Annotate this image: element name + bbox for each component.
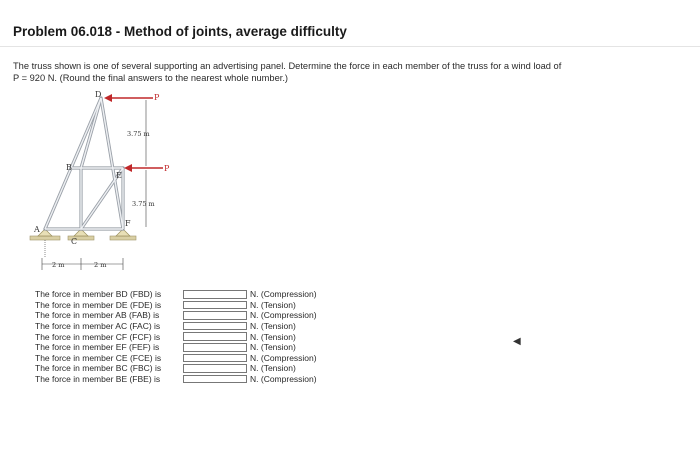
answer-label: The force in member EF (FEF) is xyxy=(35,342,160,353)
answer-label: The force in member AC (FAC) is xyxy=(35,321,161,332)
dimension-right: 2 m xyxy=(94,261,107,269)
prompt-line-1: The truss shown is one of several supporting an advertising panel. Determine the force in each member of the truss for a wind load of xyxy=(13,61,562,71)
answer-label: The force in member BC (FBC) is xyxy=(35,363,162,374)
answer-row xyxy=(35,310,317,321)
load-label-p-top: P xyxy=(154,93,160,102)
answer-label: The force in member CF (FCF) is xyxy=(35,331,161,342)
load-arrow-top xyxy=(104,94,153,102)
answer-input[interactable] xyxy=(183,364,247,373)
load-arrow-middle xyxy=(124,164,163,172)
answer-input[interactable] xyxy=(183,354,247,363)
node-label-d: D xyxy=(95,90,102,99)
node-label-f: F xyxy=(125,219,131,228)
answer-row xyxy=(35,299,296,311)
dimension-left: 2 m xyxy=(52,261,65,269)
dimension-top: 3.75 m xyxy=(127,130,150,138)
answer-unit: N. (Tension) xyxy=(250,363,296,374)
ground-supports xyxy=(30,236,136,240)
answer-input[interactable] xyxy=(183,375,247,384)
answer-unit: N. (Compression) xyxy=(250,310,317,321)
answer-input[interactable] xyxy=(183,322,247,331)
node-label-e: E xyxy=(116,171,122,180)
answer-unit: N. (Tension) xyxy=(250,299,296,310)
answer-input[interactable] xyxy=(183,290,247,299)
title-bar xyxy=(0,0,700,47)
answer-unit: N. (Compression) xyxy=(250,289,317,300)
answer-unit: N. (Tension) xyxy=(250,331,296,342)
truss-members-inner xyxy=(45,98,123,229)
node-label-a: A xyxy=(34,225,40,234)
answer-unit: N. (Compression) xyxy=(250,374,317,385)
answer-unit: N. (Tension) xyxy=(250,342,296,353)
answer-list xyxy=(35,289,317,385)
problem-title: Problem 06.018 - Method of joints, average difficulty xyxy=(13,24,347,39)
answer-input[interactable] xyxy=(183,343,247,352)
answer-label: The force in member BE (FBE) is xyxy=(35,374,161,385)
answer-label: The force in member CE (FCE) is xyxy=(35,352,162,363)
answer-row xyxy=(35,363,296,374)
dimension-bottom: 3.75 m xyxy=(132,200,155,208)
answer-label: The force in member BD (FBD) is xyxy=(35,289,162,300)
answer-row xyxy=(35,321,296,332)
load-label-p-mid: P xyxy=(164,164,170,173)
answer-label: The force in member DE (FDE) is xyxy=(35,299,162,310)
answer-unit: N. (Tension) xyxy=(250,321,296,332)
answer-row xyxy=(35,331,296,342)
answer-unit: N. (Compression) xyxy=(250,352,317,363)
answer-label: The force in member AB (FAB) is xyxy=(35,310,160,321)
answer-input[interactable] xyxy=(183,311,247,320)
mouse-pointer: ◀ xyxy=(513,336,521,347)
truss-diagram xyxy=(28,88,178,283)
answer-row xyxy=(35,342,296,353)
problem-prompt xyxy=(13,60,653,84)
answer-row xyxy=(35,374,317,385)
node-label-c: C xyxy=(71,237,78,246)
node-label-b: B xyxy=(66,163,72,172)
prompt-line-2: P = 920 N. (Round the final answers to the nearest whole number.) xyxy=(13,73,289,83)
answer-input[interactable] xyxy=(183,301,247,310)
answer-row xyxy=(35,352,317,364)
answer-input[interactable] xyxy=(183,332,247,341)
answer-row xyxy=(35,289,317,300)
